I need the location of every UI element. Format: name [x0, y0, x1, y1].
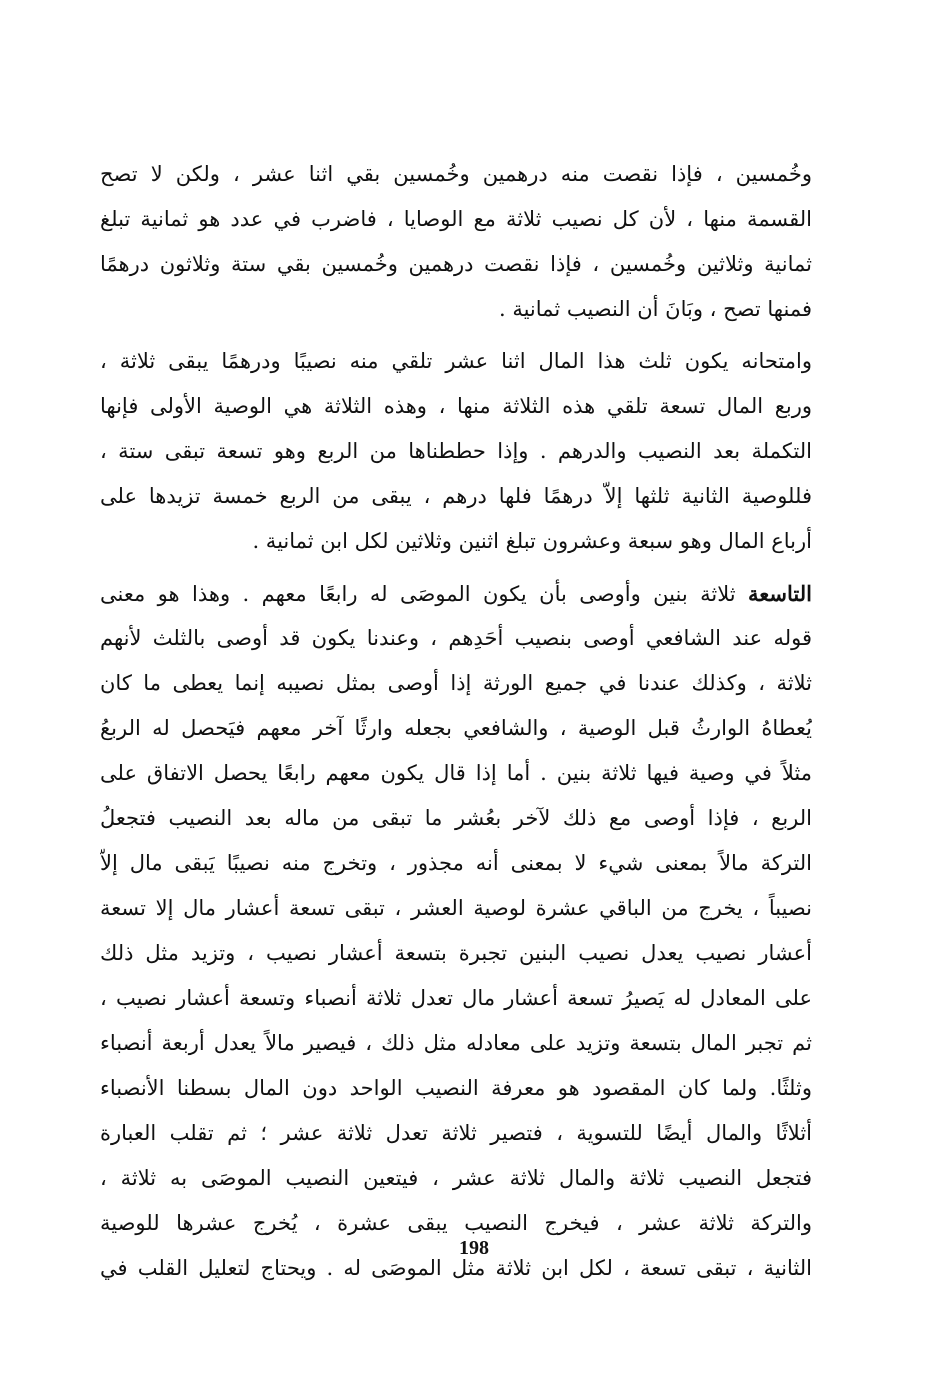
text-line: ثمانية وثلاثين وخُمسين ، فإذا نقصت درهمين وخُمسين بقي ستة وثلاثون درهمًا: [100, 252, 812, 276]
text-line: وثلثًا. ولما كان المقصود هو معرفة النصيب الواحد دون المال بسطنا الأنصباء: [100, 1076, 812, 1100]
text-line: القسمة منها ، لأن كل نصيب ثلاثة مع الوصايا ، فاضرب في عدد هو ثمانية تبلغ: [100, 207, 812, 231]
text-line: الربع ، فإذا أوصى مع ذلك لآخر بعُشر ما تبقى من ماله بعد النصيب فتجعلُ: [100, 806, 812, 830]
text-run: ثلاثة بنين وأوصى بأن يكون الموصَى له رابعًا معهم . وهذا هو معنى: [100, 582, 749, 606]
body-text: [100, 152, 812, 1291]
text-line: التركة مالاً بمعنى شيء لا بمعنى أنه مجذور ، وتخرج منه نصيبًا يَبقى مال إلاّ: [100, 851, 812, 875]
text-line: التكملة بعد النصيب والدرهم . وإذا حططناها من الربع وهو تسعة تبقى ستة ،: [100, 439, 812, 463]
text-line: الثانية ، تبقى تسعة ، لكل ابن ثلاثة مثل الموصَى له . ويحتاج لتعليل القلب في: [100, 1256, 812, 1280]
text-line: قوله عند الشافعي أوصى بنصيب أحَدِهم ، وعندنا يكون قد أوصى بالثلث لأنهم: [100, 626, 812, 650]
page-number: 198: [459, 1237, 489, 1259]
paragraph-2: [100, 339, 812, 564]
paragraph-spacer: [100, 564, 812, 571]
text-line: أثلاثًا والمال أيضًا للتسوية ، فتصير ثلاثة تعدل ثلاثة عشر ؛ ثم تقلب العبارة: [100, 1121, 812, 1145]
text-line: وخُمسين ، فإذا نقصت منه درهمين وخُمسين بقي اثنا عشر ، ولكن لا تصح: [100, 162, 812, 186]
text-line: والتركة ثلاثة عشر ، فيخرج النصيب يبقى عشرة ، يُخرج عشرها للوصية: [100, 1211, 812, 1235]
text-line: فتجعل النصيب ثلاثة والمال ثلاثة عشر ، فيتعين النصيب الموصَى به ثلاثة ،: [100, 1166, 812, 1190]
text-line: يُعطاهُ الوارثُ قبل الوصية ، والشافعي بجعله وارثًا آخر معهم فيَحصل له الربعُ: [100, 716, 812, 740]
text-line: نصيباً ، يخرج من الباقي عشرة لوصية العشر ، تبقى تسعة أعشار مال إلا تسعة: [100, 896, 812, 920]
paragraph-3: [100, 571, 812, 1291]
text-line: على المعادل له يَصيرُ تسعة أعشار مال تعدل ثلاثة أنصباء وتسعة أعشار نصيب ،: [100, 986, 812, 1010]
text-line: فمنها تصح ، وبَانَ أن النصيب ثمانية .: [498, 297, 812, 321]
text-line: أرباع المال وهو سبعة وعشرون تبلغ اثنين وثلاثين لكل ابن ثمانية .: [252, 529, 812, 553]
text-line: ثم تجبر المال بتسعة وتزيد على معادله مثل ذلك ، فيصير مالاً يعدل أربعة أنصباء: [100, 1031, 812, 1055]
text-line: ثلاثة ، وكذلك عندنا في جميع الورثة إذا أوصى بمثل نصيبه إنما يعطى ما كان: [100, 671, 812, 695]
text-line: وامتحانه يكون ثلث هذا المال اثنا عشر تلقي منه نصيبًا ودرهمًا يبقى ثلاثة ،: [100, 349, 812, 373]
text-line: مثلاً في وصية فيها ثلاثة بنين . أما إذا قال يكون معهم رابعًا يحصل الاتفاق على: [100, 761, 812, 785]
paragraph-1: [100, 152, 812, 332]
text-line: أعشار نصيب يعدل نصيب البنين تجبرة بتسعة أعشار نصيب ، وتزيد مثل ذلك: [100, 941, 812, 965]
section-lead-word: التاسعة: [748, 581, 812, 606]
paragraph-spacer: [100, 332, 812, 339]
text-line: وربع المال تسعة تلقي هذه الثلاثة منها ، وهذه الثلاثة هي الوصية الأولى فإنها: [100, 394, 812, 418]
text-line: [100, 571, 812, 616]
text-line: فللوصية الثانية ثلثها إلاّ درهمًا فلها درهم ، يبقى من الربع خمسة تزيدها على: [100, 484, 812, 508]
